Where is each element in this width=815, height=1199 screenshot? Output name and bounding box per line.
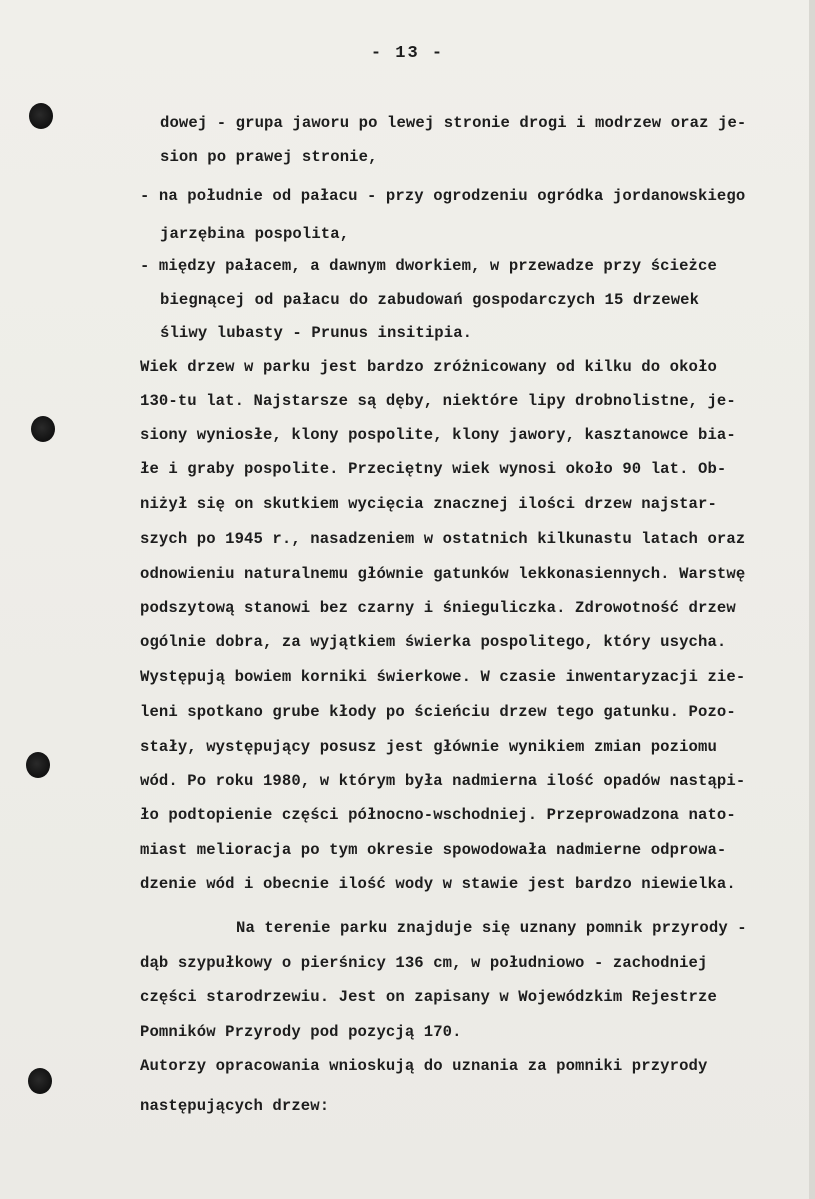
text-line: wód. Po roku 1980, w którym była nadmierna ilość opadów nastąpi- — [140, 772, 746, 790]
text-line: ło podtopienie części północno-wschodniej. Przeprowadzona nato- — [140, 806, 736, 824]
text-line: Pomników Przyrody pod pozycją 170. — [140, 1023, 462, 1041]
text-line: śliwy lubasty - Prunus insitipia. — [160, 324, 473, 342]
punch-hole — [28, 1068, 52, 1094]
text-line: Na terenie parku znajduje się uznany pomnik przyrody - — [236, 919, 747, 937]
text-line: Autorzy opracowania wnioskują do uznania za pomniki przyrody — [140, 1057, 708, 1075]
text-line: sion po prawej stronie, — [160, 148, 378, 166]
page-number: - 13 - — [370, 44, 445, 63]
text-line: miast melioracja po tym okresie spowodowała nadmierne odprowa- — [140, 841, 727, 859]
text-line: łe i graby pospolite. Przeciętny wiek wynosi około 90 lat. Ob- — [140, 460, 727, 478]
text-line: stały, występujący posusz jest głównie wynikiem zmian poziomu — [140, 738, 717, 756]
punch-hole — [29, 103, 53, 129]
text-line: części starodrzewiu. Jest on zapisany w Wojewódzkim Rejestrze — [140, 988, 717, 1006]
text-line: - na południe od pałacu - przy ogrodzeniu ogródka jordanowskiego — [140, 187, 746, 205]
text-line: biegnącej od pałacu do zabudowań gospodarczych 15 drzewek — [160, 291, 700, 309]
text-line: niżył się on skutkiem wycięcia znacznej ilości drzew najstar- — [140, 495, 717, 513]
punch-hole — [26, 752, 50, 778]
text-line: Wiek drzew w parku jest bardzo zróżnicowany od kilku do około — [140, 358, 717, 376]
text-line: następujących drzew: — [140, 1097, 330, 1115]
text-line: ogólnie dobra, za wyjątkiem świerka pospolitego, który usycha. — [140, 633, 727, 651]
text-line: dąb szypułkowy o pierśnicy 136 cm, w południowo - zachodniej — [140, 954, 708, 972]
text-line: jarzębina pospolita, — [160, 225, 350, 243]
text-line: - między pałacem, a dawnym dworkiem, w przewadze przy ścieżce — [140, 257, 717, 275]
text-line: podszytową stanowi bez czarny i śnieguliczka. Zdrowotność drzew — [140, 599, 736, 617]
text-line: dowej - grupa jaworu po lewej stronie drogi i modrzew oraz je- — [160, 114, 747, 132]
page-edge — [809, 0, 815, 1199]
text-line: dzenie wód i obecnie ilość wody w stawie jest bardzo niewielka. — [140, 875, 736, 893]
text-line: 130-tu lat. Najstarsze są dęby, niektóre lipy drobnolistne, je- — [140, 392, 736, 410]
text-line: szych po 1945 r., nasadzeniem w ostatnich kilkunastu latach oraz — [140, 530, 746, 548]
text-line: Występują bowiem korniki świerkowe. W czasie inwentaryzacji zie- — [140, 668, 746, 686]
text-line: leni spotkano grube kłody po ścieńciu drzew tego gatunku. Pozo- — [140, 703, 736, 721]
punch-hole — [31, 416, 55, 442]
text-line: siony wyniosłe, klony pospolite, klony jawory, kasztanowce bia- — [140, 426, 736, 444]
text-line: odnowieniu naturalnemu głównie gatunków lekkonasiennych. Warstwę — [140, 565, 746, 583]
